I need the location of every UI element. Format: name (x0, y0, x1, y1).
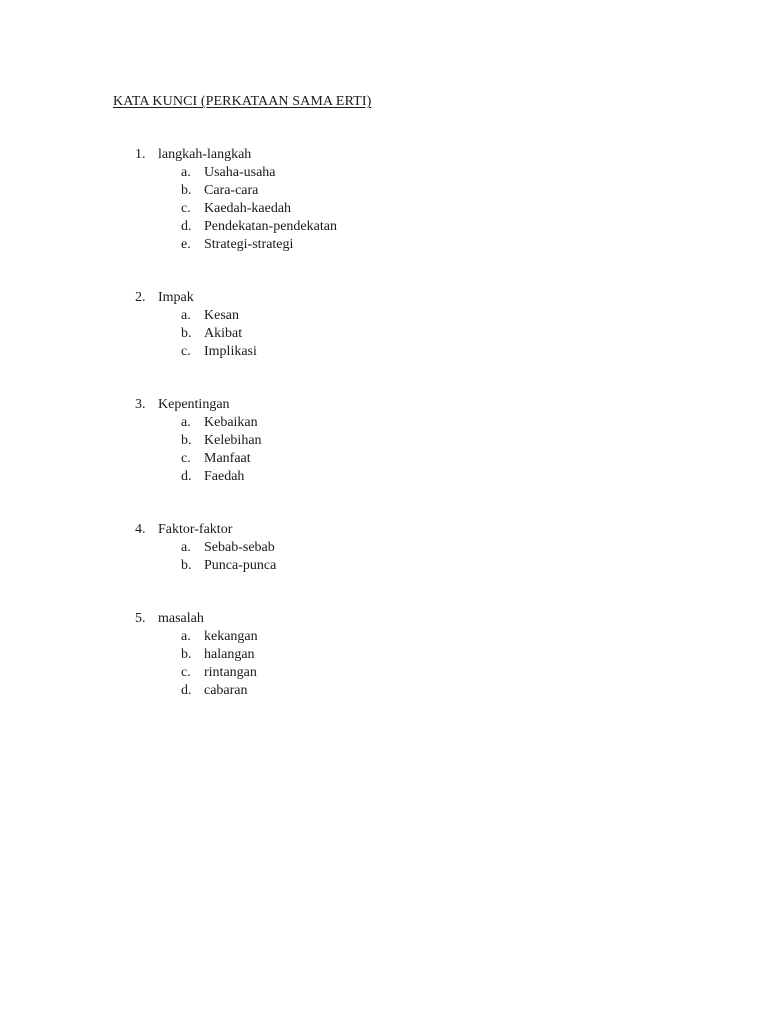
synonym-text: Usaha-usaha (204, 165, 276, 180)
term-text: langkah-langkah (158, 147, 252, 162)
synonym-text: Kesan (204, 308, 239, 323)
term-number: 5. (135, 611, 146, 626)
term-number: 1. (135, 147, 146, 162)
term-text: Kepentingan (158, 397, 230, 412)
synonym-letter: d. (181, 469, 192, 484)
synonym-letter: a. (181, 415, 191, 430)
term-number: 4. (135, 522, 146, 537)
synonym-letter: b. (181, 326, 192, 341)
synonym-text: Strategi-strategi (204, 237, 294, 252)
synonym-text: Akibat (204, 326, 243, 341)
term-text: Faktor-faktor (158, 522, 233, 537)
synonym-text: Cara-cara (204, 183, 259, 198)
synonym-letter: a. (181, 629, 191, 644)
term-number: 2. (135, 290, 146, 305)
synonym-letter: a. (181, 165, 191, 180)
synonym-letter: c. (181, 451, 191, 466)
synonym-letter: e. (181, 237, 191, 252)
synonym-text: Sebab-sebab (204, 540, 275, 555)
page-title: KATA KUNCI (PERKATAAN SAMA ERTI) (113, 94, 372, 109)
synonym-text: Implikasi (204, 344, 257, 359)
synonym-letter: c. (181, 665, 191, 680)
synonym-letter: c. (181, 201, 191, 216)
synonym-text: Faedah (204, 469, 245, 484)
synonym-letter: b. (181, 183, 192, 198)
synonym-letter: a. (181, 308, 191, 323)
synonym-letter: b. (181, 433, 192, 448)
synonym-letter: b. (181, 647, 192, 662)
term-text: masalah (158, 611, 204, 626)
synonym-text: rintangan (204, 665, 257, 680)
synonym-letter: d. (181, 219, 192, 234)
synonym-text: halangan (204, 647, 255, 662)
synonym-letter: d. (181, 683, 192, 698)
term-text: Impak (158, 290, 194, 305)
synonym-text: Kaedah-kaedah (204, 201, 292, 216)
synonym-text: Punca-punca (204, 558, 277, 573)
synonym-text: kekangan (204, 629, 258, 644)
synonym-text: Pendekatan-pendekatan (204, 219, 337, 234)
synonym-letter: b. (181, 558, 192, 573)
synonym-text: Kebaikan (204, 415, 258, 430)
synonym-letter: c. (181, 344, 191, 359)
synonym-text: Manfaat (204, 451, 251, 466)
synonym-letter: a. (181, 540, 191, 555)
term-number: 3. (135, 397, 146, 412)
synonym-text: Kelebihan (204, 433, 262, 448)
synonym-text: cabaran (204, 683, 248, 698)
